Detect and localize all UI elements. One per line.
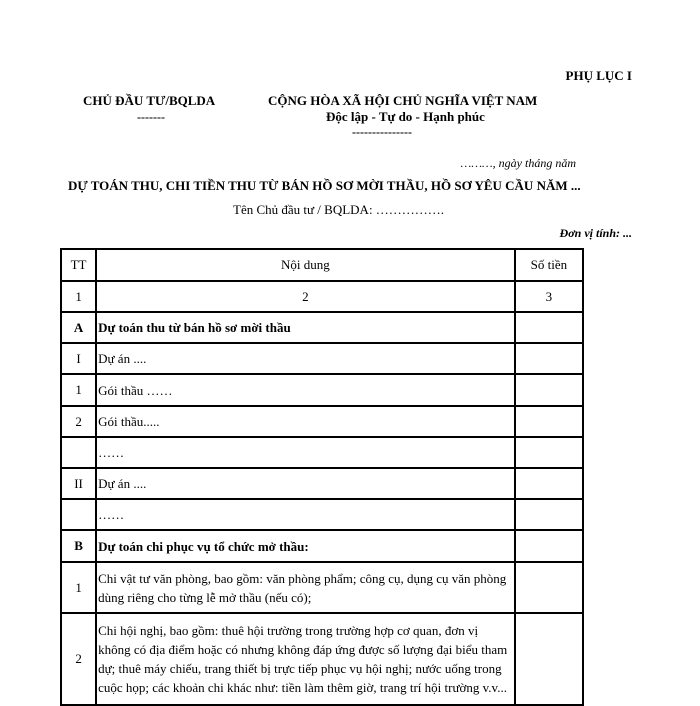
appendix-label: PHỤ LỤC I [565,68,632,83]
national-title: CỘNG HÒA XÃ HỘI CHỦ NGHĨA VIỆT NAM [268,93,538,108]
row-tt: 2 [61,613,96,705]
table-row [61,613,583,705]
row-amount [515,406,583,437]
header-cell-content: Nội dung [96,249,515,281]
row-content: …… [96,499,515,530]
row-tt [61,499,96,530]
row-amount [515,343,583,374]
row-amount [515,562,583,613]
row-tt: B [61,530,96,562]
table-header-row [61,249,583,281]
document-title: DỰ TOÁN THU, CHI TIỀN THU TỪ BÁN HỒ SƠ MỜI THẦU, HỒ SƠ YÊU CẦU NĂM ... [68,178,581,193]
table-row [61,437,583,468]
row-content: Gói thầu …… [96,374,515,406]
row-tt: 2 [61,406,96,437]
table-row [61,312,583,343]
row-content: …… [96,437,515,468]
index-cell: 1 [61,281,96,312]
investor-heading: CHỦ ĐẦU TƯ/BQLDA [83,93,216,108]
row-tt: 1 [61,562,96,613]
index-cell: 3 [515,281,583,312]
row-amount [515,613,583,705]
date-line: ………, ngày tháng năm [460,156,576,170]
row-amount [515,499,583,530]
row-amount [515,312,583,343]
table-row [61,562,583,613]
table-row [61,406,583,437]
table-index-row [61,281,583,312]
header-cell-amount: Số tiền [515,249,583,281]
row-amount [515,530,583,562]
header-cell-tt: TT [61,249,96,281]
unit-line: Đơn vị tính: ... [559,226,632,240]
row-tt [61,437,96,468]
row-tt: II [61,468,96,499]
table-row [61,343,583,374]
row-content: Gói thầu..... [96,406,515,437]
motto-rule: --------------- [352,125,412,139]
index-cell: 2 [96,281,515,312]
row-content: Dự án .... [96,468,515,499]
table-row [61,374,583,406]
row-amount [515,437,583,468]
row-content: Chi vật tư văn phòng, bao gồm: văn phòng phẩm; công cụ, dụng cụ văn phòng dùng riêng cho từng lễ mở thầu (nếu có); [96,562,515,613]
row-tt: I [61,343,96,374]
table-row [61,530,583,562]
table-row [61,499,583,530]
investor-name-line: Tên Chủ đầu tư / BQLDA: ……………. [233,202,445,217]
row-amount [515,468,583,499]
row-tt: 1 [61,374,96,406]
estimate-table [60,248,584,706]
row-tt: A [61,312,96,343]
row-content: Dự toán thu từ bán hồ sơ mời thầu [96,312,515,343]
row-content: Dự án .... [96,343,515,374]
national-motto: Độc lập - Tự do - Hạnh phúc [326,109,485,124]
row-amount [515,374,583,406]
table-row [61,468,583,499]
row-content: Chi hội nghị, bao gồm: thuê hội trường trong trường hợp cơ quan, đơn vị không có địa điểm hoặc có nhưng không đáp ứng được số lượng đại biểu tham dự; thuê máy chiếu, trang thiết bị trực tiếp phục vụ hội nghị; nước uống trong cuộc họp; các khoản chi khác như: tiền làm thêm giờ, trang trí hội trường v.v... [96,613,515,705]
row-content: Dự toán chi phục vụ tổ chức mở thầu: [96,530,515,562]
investor-rule: ------- [137,110,165,124]
